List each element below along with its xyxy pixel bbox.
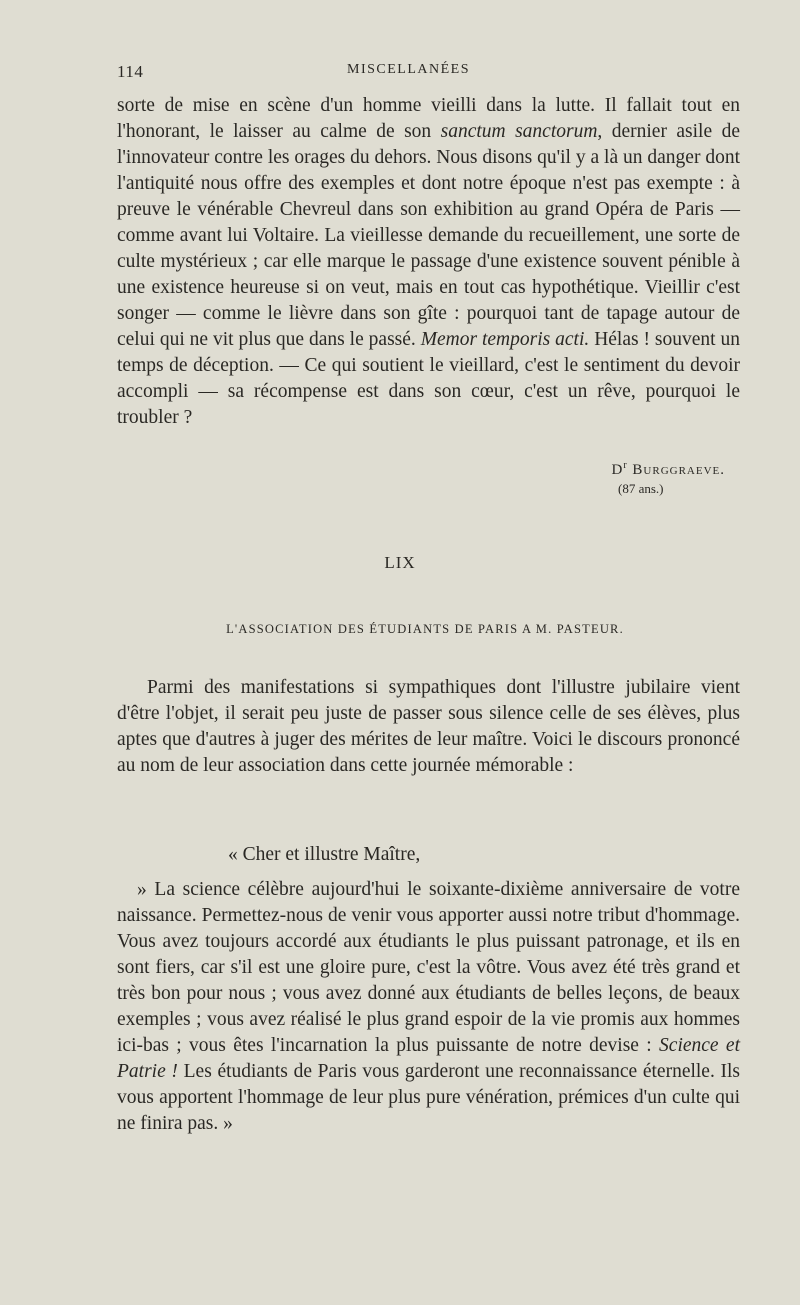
text-run: Hélas ! souvent un temps de déception. — Ce qui soutient le vieillard, c'est le sentiment du devoir accompli — sa récompense est dans son cœur, c'est un rêve, pourquoi le troubler ?: [117, 329, 741, 428]
italic-phrase: Science et Patrie !: [117, 1035, 740, 1082]
signature: [611, 460, 725, 479]
italic-phrase: sanctum sanctorum: [440, 121, 598, 142]
signature-name: Burggraeve.: [632, 462, 725, 478]
signature-prefix-sup: r: [623, 460, 628, 471]
salutation: « Cher et illustre Maître,: [228, 844, 421, 865]
running-title: MISCELLANÉES: [347, 62, 470, 77]
intro-paragraph: Parmi des manifestations si sympathiques dont l'illustre jubilaire vient d'être l'objet, il serait peu juste de passer sous silence celle de ses élèves, plus aptes que d'autres à juger des mérites de leur maître. Voici le discours prononcé au nom de leur association dans cette journée mémorable :: [117, 677, 740, 776]
text-run: Les étudiants de Paris vous garderont une reconnaissance éternelle. Ils vous apportent l'hommage de leur plus pure vénération, prémices d'un culte qui ne finira pas. »: [117, 1061, 741, 1134]
text-run: , dernier asile de l'innovateur contre les orages du dehors. Nous disons qu'il y a là un danger dont l'antiquité nous offre des exemples et dont notre époque n'est pas exempte : à preuve le vénérable Chevreul dans son exhibition au grand Opéra de Paris — comme avant lui Voltaire. La vieillesse demande du recueillement, une sorte de culte mystérieux ; car elle marque le passage d'une existence souvent pénible à une existence heureuse si on veut, mais en tout cas hypothétique. Vieillir c'est songer — comme le lièvre dans son gîte : pourquoi tant de tapage autour de celui qui ne vit plus que dans le passé.: [117, 121, 740, 350]
page-header: [117, 62, 700, 86]
text-run: sorte de mise en scène d'un homme vieilli dans la lutte. Il fallait tout en l'honorant, le laisser au calme de son: [117, 95, 740, 142]
section-number: LIX: [384, 553, 416, 572]
text-run: » La science célèbre aujourd'hui le soixante-dixième anniversaire de votre naissance. Permettez-nous de venir vous apporter aussi notre tribut d'hommage. Vous avez toujours accordé aux étudiants le plus puissant patronage, et ils en sont fiers, car s'il est une gloire pure, c'est la vôtre. Vous avez été très grand et très bon pour nous ; vous avez donné aux étudiants de belles leçons, de beaux exemples ; vous avez réalisé le plus grand espoir de la vie promis aux hommes ici-bas ; vous êtes l'incarnation la plus puissante de notre devise :: [117, 879, 740, 1056]
section-title: L'ASSOCIATION DES ÉTUDIANTS DE PARIS A M. PASTEUR.: [226, 622, 624, 636]
signature-prefix: D: [611, 462, 624, 478]
signature-age: (87 ans.): [618, 481, 664, 496]
italic-phrase: Memor temporis acti.: [420, 329, 590, 350]
page-number: 114: [117, 62, 144, 81]
speech-paragraph: [117, 877, 740, 1137]
continued-paragraph: [117, 93, 740, 431]
